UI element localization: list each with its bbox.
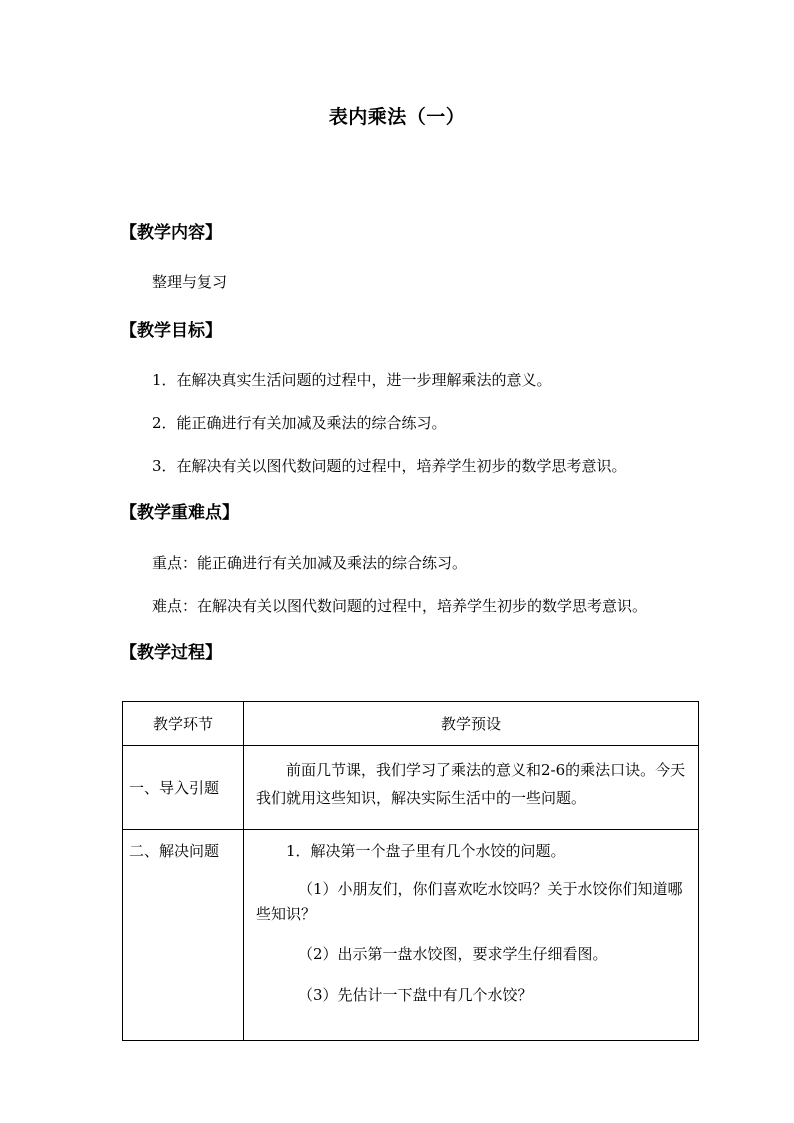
heading-teaching-objectives: 【教学目标】 xyxy=(120,321,222,341)
stage-cell: 一、导入引题 xyxy=(123,746,244,830)
teaching-process-table xyxy=(122,701,699,1041)
heading-teaching-process: 【教学过程】 xyxy=(120,643,222,663)
content-paragraph: （2）出示第一盘水饺图，要求学生仔细看图。 xyxy=(298,945,608,963)
table-header-cell: 教学环节 xyxy=(123,702,244,746)
content-cell: 前面几节课，我们学习了乘法的意义和2-6的乘法口诀。今天我们就用这些知识，解决实际生活中的一些问题。 xyxy=(244,746,699,830)
stage-cell: 二、解决问题 xyxy=(123,830,244,1041)
objective-item-2: 2．能正确进行有关加减及乘法的综合练习。 xyxy=(152,414,447,432)
content-paragraph: （1）小朋友们，你们喜欢吃水饺吗？关于水饺你们知道哪些知识？ xyxy=(256,880,683,923)
objective-item-1: 1．在解决真实生活问题的过程中，进一步理解乘法的意义。 xyxy=(152,371,552,389)
objective-item-3: 3．在解决有关以图代数问题的过程中，培养学生初步的数学思考意识。 xyxy=(152,457,627,475)
difficult-point-item: 难点：在解决有关以图代数问题的过程中，培养学生初步的数学思考意识。 xyxy=(152,597,648,615)
teaching-content-text: 整理与复习 xyxy=(152,273,228,291)
document-title: 表内乘法（一） xyxy=(328,106,466,128)
heading-key-points: 【教学重难点】 xyxy=(120,503,239,523)
content-cell xyxy=(244,830,699,1041)
heading-teaching-content: 【教学内容】 xyxy=(120,223,222,243)
table-header-row xyxy=(123,702,699,746)
content-paragraph: 1．解决第一个盘子里有几个水饺的问题。 xyxy=(286,842,566,860)
table-row xyxy=(123,746,699,830)
key-point-item: 重点：能正确进行有关加减及乘法的综合练习。 xyxy=(152,554,468,572)
content-paragraph: （3）先估计一下盘中有几个水饺？ xyxy=(298,986,533,1004)
table-row xyxy=(123,830,699,1041)
table-header-cell: 教学预设 xyxy=(244,702,699,746)
